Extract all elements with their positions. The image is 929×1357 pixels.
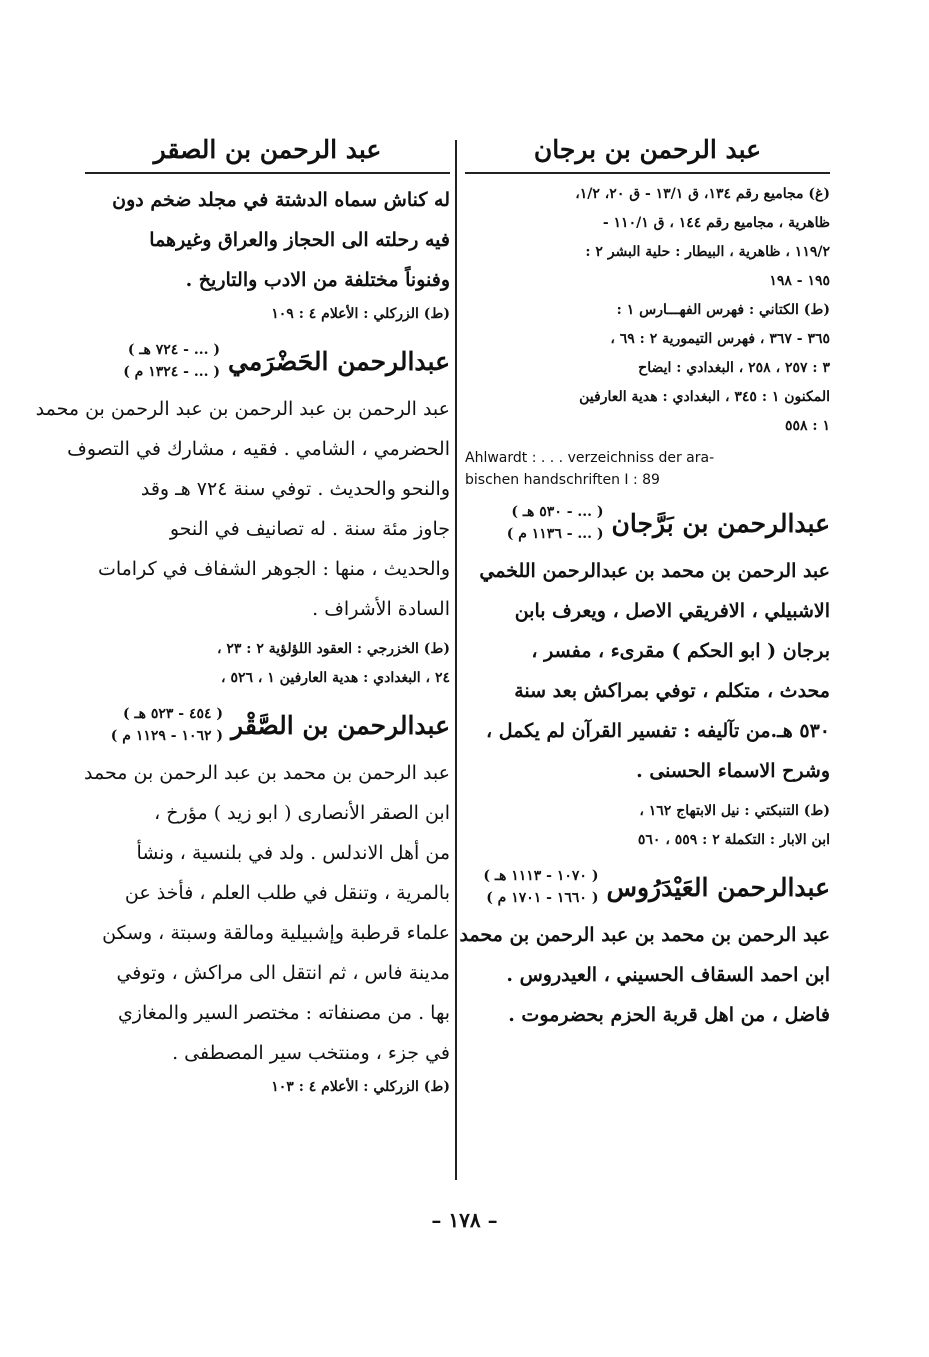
reference-line: (ط) الزركلي : الأعلام ٤ : ١٠٩ [271,306,450,322]
entry-name: عبدالرحمن الحَضْرَمي [228,346,450,376]
body-line: فيه رحلته الى الحجاز والعراق وغيرهما [149,229,450,251]
body-line: جاوز مئة سنة . له تصانيف في النحو [169,518,450,540]
reference-line: المكنون ١ : ٣٤٥ ، البغدادي : هدية العارفين [579,389,830,405]
left-column [35,135,450,1102]
entry-heading [465,501,830,545]
gregorian-date: ( ... - ١٣٢٤ م ) [123,364,220,380]
entry-heading [465,865,830,909]
entry-heading [85,339,450,383]
body-line: فاضل ، من اهل قربة الحزم بحضرموت . [508,1004,830,1026]
body-line: ابن الصقر الأنصارى ( ابو زيد ) مؤرخ ، [154,802,450,824]
entry-dates [507,501,604,545]
entry-name: عبدالرحمن بن بَرَّجان [611,508,830,538]
entry-body [465,551,830,791]
body-line: بالمرية ، وتنقل في طلب العلم ، فأخذ عن [124,882,450,904]
entry-heading [85,703,450,747]
continued-body [85,180,450,300]
body-line: وشرح الاسماء الحسنى . [636,760,830,782]
reference-line: (غ) مجاميع رقم ١٣٤، ق ١٣/١ - ق ٢٠، ١/٢، [575,186,830,202]
hijri-date: ( ١٠٧٠ - ١١١٣ هـ ) [483,868,599,884]
body-line: عبد الرحمن بن محمد بن عبد الرحمن بن محمد [459,924,830,946]
body-line: الاشبيلي ، الافريقي الاصل ، ويعرف بابن [514,600,830,622]
gregorian-date: ( ... - ١١٣٦ م ) [506,526,604,542]
body-line: بها . من مصنفاته : مختصر السير والمغازي [117,1002,450,1024]
body-line: برجان ( ابو الحكم ) مقرىء ، مفسر ، [531,640,830,662]
body-line: له كناش سماه الدشتة في مجلد ضخم دون [112,189,450,211]
hijri-date: ( ... - ٧٢٤ هـ ) [127,342,220,358]
right-column [459,135,830,1035]
body-line: مدينة فاس ، ثم انتقل الى مراكش ، وتوفي [116,962,450,984]
body-line: والحديث ، منها : الجوهر الشفاف في كرامات [97,558,450,580]
entry-dates [111,703,223,747]
body-line: محدث ، متكلم ، توفي بمراكش بعد سنة [514,680,830,702]
reference-line: (ط) التنبكتي : نيل الابتهاج ١٦٢ ، [639,803,830,819]
hijri-date: ( ٤٥٤ - ٥٢٣ هـ ) [122,706,224,722]
hijri-date: ( ... - ٥٣٠ هـ ) [511,504,604,520]
reference-line: ١١٩/٢ ، ظاهرية ، البيطار : حلية البشر ٢ : [585,244,830,260]
reference-line: ٣ : ٢٥٧ ، ٢٥٨ ، البغدادي : ايضاح [638,360,830,376]
entry-references [85,635,450,693]
gregorian-date: ( ١٠٦٢ - ١١٢٩ م ) [110,728,224,744]
body-line: الحضرمي ، الشامي . فقيه ، مشارك في التصوف [67,438,450,460]
body-line: عبد الرحمن بن محمد بن عبد الرحمن بن محمد [84,762,450,784]
entry-name: عبدالرحمن بن الصَّقْر [231,710,450,740]
body-line: علماء قرطبة وإشبيلية ومالقة وسبتة ، وسكن [102,922,450,944]
body-line: وفنوناً مختلفة من الادب والتاريخ . [185,269,450,291]
right-refs-top [465,180,830,441]
latin-reference [465,447,830,491]
entry-name: عبدالرحمن العَيْدَرُوس [606,872,830,902]
reference-line: ٣٦٥ - ٣٦٧ ، فهرس التيمورية ٢ : ٦٩ ، [610,331,830,347]
entry-references [85,1073,450,1102]
body-line: ابن احمد السقاف الحسيني ، العيدروس . [506,964,830,986]
reference-line: (ط) الخزرجي : العقود اللؤلؤية ٢ : ٢٣ ، [216,641,450,657]
reference-line: (ط) الزركلي : الأعلام ٤ : ١٠٣ [271,1079,450,1095]
body-line: والنحو والحديث . توفي سنة ٧٢٤ هـ وقد [140,478,450,500]
right-column-header: عبد الرحمن بن برجان [465,135,830,174]
body-line: عبد الرحمن بن عبد الرحمن بن عبد الرحمن بن محمد [35,398,450,420]
entry-body [459,915,830,1035]
body-line: ٥٣٠ هـ.من تآليفه : تفسير القرآن لم يكمل ، [486,720,830,742]
entry-dates [483,865,598,909]
reference-line: ابن الابار : التكملة ٢ : ٥٥٩ ، ٥٦٠ [637,832,830,848]
left-column-header: عبد الرحمن بن الصقر [85,135,450,174]
gregorian-date: ( ١٦٦٠ - ١٧٠١ م ) [486,890,599,906]
reference-line: ١ : ٥٥٨ [784,418,830,434]
latin-reference-line: Ahlwardt : . . . verzeichniss der ara- [465,450,715,466]
reference-line: ظاهرية ، مجاميع رقم ١٤٤ ، ق ١١٠/١ - [602,215,830,231]
body-line: السادة الأشراف . [312,598,450,620]
entry-references [465,797,830,855]
entry-body [35,389,450,629]
reference-line: (ط) الكتاني : فهرس الفهـــارس ١ : [616,302,830,318]
latin-reference-line: bischen handschriften I : 89 [465,472,660,488]
page-number: – ١٧٨ – [431,1208,498,1232]
body-line: من أهل الاندلس . ولد في بلنسية ، ونشأ [136,842,450,864]
column-divider [455,140,457,1180]
body-line: في جزء ، ومنتخب سير المصطفى . [172,1042,450,1064]
entry-dates [123,339,220,383]
reference-line: ٢٤ ، البغدادي : هدية العارفين ١ ، ٥٢٦ ، [221,670,450,686]
entry-body [85,753,450,1073]
reference-line: ١٩٥ - ١٩٨ [769,273,830,289]
body-line: عبد الرحمن بن محمد بن عبدالرحمن اللخمي [479,560,830,582]
